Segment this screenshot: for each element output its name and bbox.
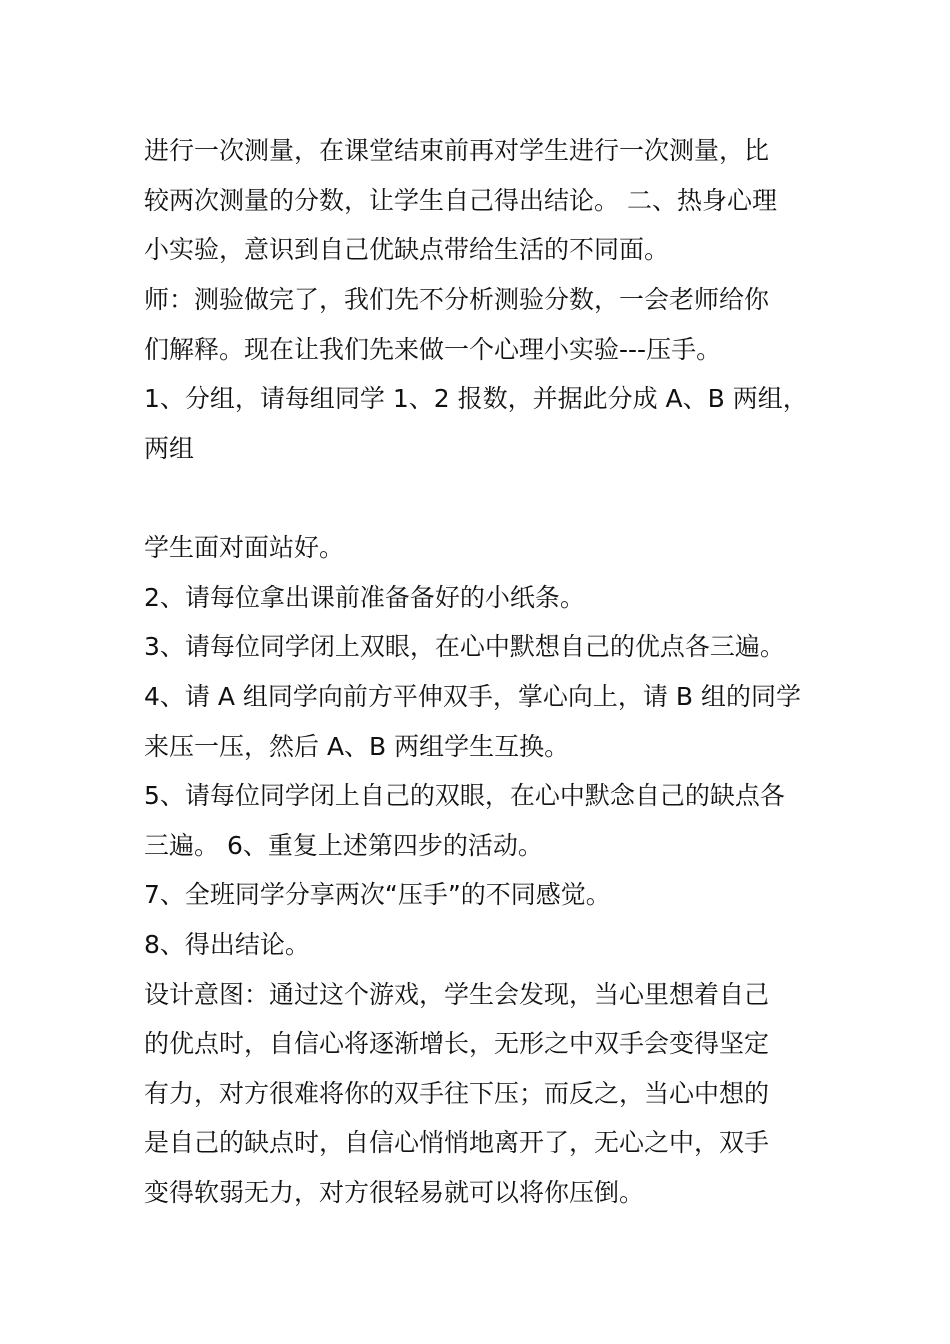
text-line: 设计意图：通过这个游戏，学生会发现，当心里想着自己 bbox=[144, 980, 770, 1009]
text-line: 学生面对面站好。 bbox=[144, 533, 345, 562]
text-line: 来压一压，然后 A、B 两组学生互换。 bbox=[144, 732, 570, 761]
text-line: 7、全班同学分享两次“压手”的不同感觉。 bbox=[144, 880, 611, 909]
text-line: 1、分组，请每组同学 1、2 报数，并据此分成 A、B 两组， bbox=[144, 384, 808, 413]
text-line: 是自己的缺点时，自信心悄悄地离开了，无心之中，双手 bbox=[144, 1128, 770, 1157]
text-line: 们解释。现在让我们先来做一个心理小实验---压手。 bbox=[144, 335, 722, 364]
text-line: 3、请每位同学闭上双眼，在心中默想自己的优点各三遍。 bbox=[144, 632, 785, 661]
text-line: 两组 bbox=[144, 434, 195, 463]
text-line: 进行一次测量，在课堂结束前再对学生进行一次测量，比 bbox=[144, 136, 770, 165]
text-line: 变得软弱无力，对方很轻易就可以将你压倒。 bbox=[144, 1178, 645, 1207]
text-line: 2、请每位拿出课前准备备好的小纸条。 bbox=[144, 583, 585, 612]
text-line: 师：测验做完了，我们先不分析测验分数，一会老师给你 bbox=[144, 285, 770, 314]
text-line: 有力，对方很难将你的双手往下压；而反之，当心中想的 bbox=[144, 1079, 770, 1108]
text-line: 5、请每位同学闭上自己的双眼，在心中默念自己的缺点各 bbox=[144, 781, 785, 810]
text-line: 8、得出结论。 bbox=[144, 930, 310, 959]
text-line: 的优点时，自信心将逐渐增长，无形之中双手会变得坚定 bbox=[144, 1029, 770, 1058]
text-line: 三遍。 6、重复上述第四步的活动。 bbox=[144, 831, 543, 860]
text-line: 小实验，意识到自己优缺点带给生活的不同面。 bbox=[144, 235, 670, 264]
text-line: 4、请 A 组同学向前方平伸双手，掌心向上，请 B 组的同学 bbox=[144, 682, 801, 711]
text-line: 较两次测量的分数，让学生自己得出结论。 二、热身心理 bbox=[144, 186, 777, 215]
